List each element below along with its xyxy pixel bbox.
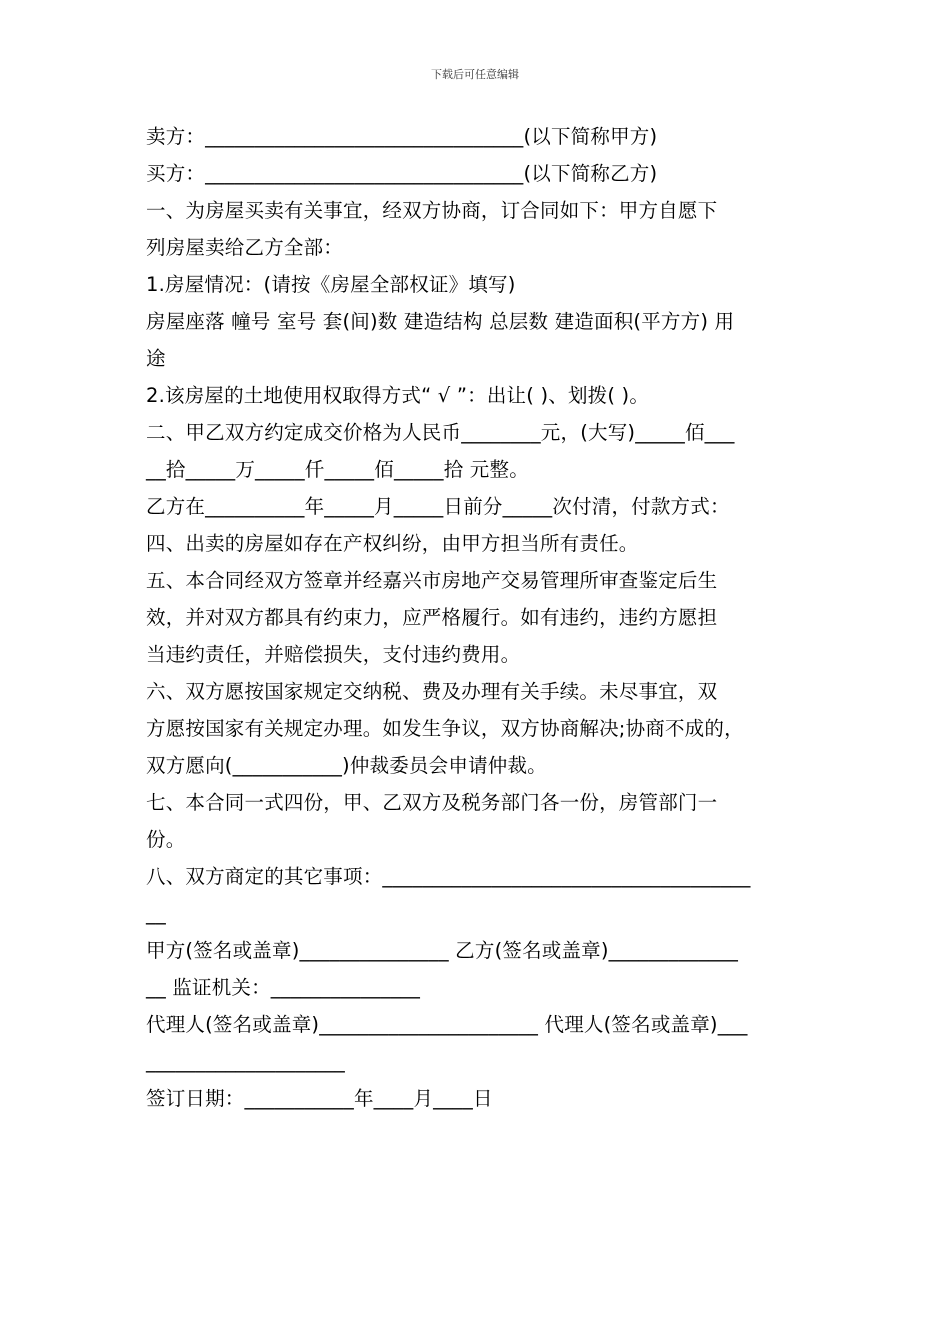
signature-line-1: 甲方(签名或盖章)_______________ 乙方(签名或盖章)_____________ bbox=[146, 939, 739, 962]
clause-4-line: 四、出卖的房屋如存在产权纠纷，由甲方担当所有责任。 bbox=[146, 532, 639, 555]
clause-7-line-2: 份。 bbox=[146, 828, 186, 851]
house-fields-line-1: 房屋座落 幢号 室号 套(间)数 建造结构 总层数 建造面积(平方方) 用 bbox=[146, 310, 735, 333]
contract-body bbox=[146, 118, 826, 1117]
clause-8-line-2: __ bbox=[146, 902, 166, 925]
clause-1-line-2: 列房屋卖给乙方全部： bbox=[146, 236, 344, 259]
signature-line-2: __ 监证机关：_______________ bbox=[146, 976, 421, 999]
clause-2-line-1: 二、甲乙双方约定成交价格为人民币________元，(大写)_____佰___ bbox=[146, 421, 735, 444]
clause-5-line-3: 当违约责任，并赔偿损失，支付违约费用。 bbox=[146, 643, 521, 666]
clause-2-line-2: __拾_____万_____仟_____佰_____拾 元整。 bbox=[146, 458, 529, 481]
clause-7-line-1: 七、本合同一式四份，甲、乙双方及税务部门各一份，房管部门一 bbox=[146, 791, 718, 814]
clause-6-line-3: 双方愿向(___________)仲裁委员会申请仲裁。 bbox=[146, 754, 547, 777]
land-use-line: 2.该房屋的土地使用权取得方式“ √ ”：出让( )、划拨( )。 bbox=[146, 384, 650, 407]
clause-1-line-1: 一、为房屋买卖有关事宜，经双方协商，订合同如下：甲方自愿下 bbox=[146, 199, 718, 222]
sign-date-line: 签订日期：___________年____月____日 bbox=[146, 1087, 493, 1110]
clause-5-line-1: 五、本合同经双方签章并经嘉兴市房地产交易管理所审查鉴定后生 bbox=[146, 569, 718, 592]
clause-5-line-2: 效，并对双方都具有约束力，应严格履行。如有违约，违约方愿担 bbox=[146, 606, 718, 629]
seller-line: 卖方：________________________________(以下简称甲方) bbox=[146, 125, 658, 148]
agent-line-2: ____________________ bbox=[146, 1050, 345, 1073]
clause-6-line-2: 方愿按国家有关规定办理。如发生争议，双方协商解决;协商不成的， bbox=[146, 717, 744, 740]
agent-line-1: 代理人(签名或盖章)______________________ 代理人(签名或盖章)___ bbox=[146, 1013, 748, 1036]
house-fields-line-2: 途 bbox=[146, 347, 166, 370]
payment-line: 乙方在__________年_____月_____日前分_____次付清，付款方式： bbox=[146, 495, 730, 518]
buyer-line: 买方：________________________________(以下简称乙方) bbox=[146, 162, 658, 185]
page-header: 下载后可任意编辑 bbox=[431, 68, 519, 81]
clause-6-line-1: 六、双方愿按国家规定交纳税、费及办理有关手续。未尽事宜，双 bbox=[146, 680, 718, 703]
clause-8-line-1: 八、双方商定的其它事项：_____________________________________ bbox=[146, 865, 751, 888]
house-info-line: 1.房屋情况：(请按《房屋全部权证》填写) bbox=[146, 273, 516, 296]
